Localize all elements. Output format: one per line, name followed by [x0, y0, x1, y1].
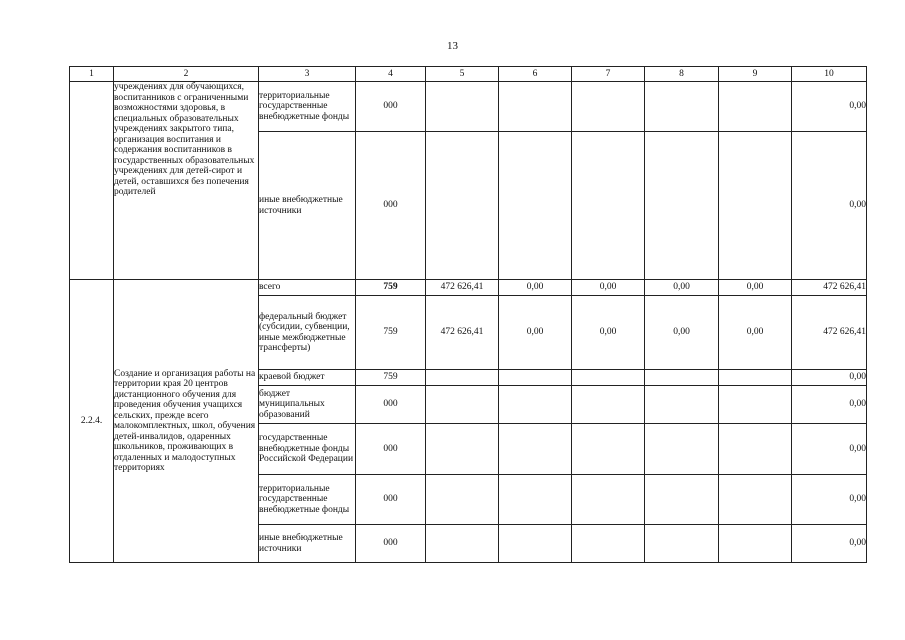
table-row [70, 82, 867, 132]
value-cell [645, 132, 719, 280]
value-cell [426, 386, 499, 424]
value-cell [499, 82, 572, 132]
value-cell [426, 424, 499, 475]
code-cell: 000 [356, 525, 426, 563]
item-number-cell [70, 82, 114, 280]
total-cell: 0,00 [792, 386, 867, 424]
value-cell: 0,00 [645, 296, 719, 370]
total-cell: 472 626,41 [792, 296, 867, 370]
total-cell: 0,00 [792, 424, 867, 475]
value-cell [572, 82, 645, 132]
value-cell [645, 82, 719, 132]
total-cell: 0,00 [792, 525, 867, 563]
total-cell: 0,00 [792, 370, 867, 386]
funding-source: всего [259, 280, 356, 296]
value-cell [572, 370, 645, 386]
funding-source: государственные внебюджетные фонды Российской Федерации [259, 424, 356, 475]
code-cell: 000 [356, 132, 426, 280]
value-cell [572, 475, 645, 525]
budget-table [69, 66, 867, 563]
value-cell [499, 475, 572, 525]
table-row [70, 280, 867, 296]
total-cell: 0,00 [792, 132, 867, 280]
column-header: 4 [356, 67, 426, 82]
column-header: 5 [426, 67, 499, 82]
code-cell: 000 [356, 82, 426, 132]
value-cell: 0,00 [572, 280, 645, 296]
value-cell [426, 370, 499, 386]
value-cell [426, 82, 499, 132]
value-cell [719, 424, 792, 475]
value-cell [719, 475, 792, 525]
value-cell: 0,00 [499, 280, 572, 296]
total-cell: 472 626,41 [792, 280, 867, 296]
value-cell: 0,00 [499, 296, 572, 370]
funding-source: территориальные государственные внебюджетные фонды [259, 82, 356, 132]
funding-source: территориальные государственные внебюджетные фонды [259, 475, 356, 525]
value-cell [645, 386, 719, 424]
code-cell: 000 [356, 424, 426, 475]
value-cell [572, 386, 645, 424]
value-cell [572, 424, 645, 475]
value-cell: 472 626,41 [426, 296, 499, 370]
value-cell [645, 424, 719, 475]
value-cell [645, 370, 719, 386]
value-cell: 472 626,41 [426, 280, 499, 296]
column-header: 8 [645, 67, 719, 82]
value-cell [719, 132, 792, 280]
code-cell: 759 [356, 370, 426, 386]
funding-source: иные внебюджетные источники [259, 525, 356, 563]
value-cell [499, 370, 572, 386]
code-cell: 000 [356, 475, 426, 525]
item-description: учреждениях для обучающихся, воспитанников с ограниченными возможностями здоровья, в специальных образовательных учреждениях закрытого типа, организация воспитания и содержания воспитанников в государственных образовательных учреждениях для детей-сирот и детей, оставшихся без попечения родителей [114, 82, 259, 280]
value-cell [719, 82, 792, 132]
page-number: 13 [447, 40, 458, 52]
column-header: 7 [572, 67, 645, 82]
value-cell [645, 525, 719, 563]
item-number: 2.2.4. [70, 280, 114, 563]
total-cell: 0,00 [792, 82, 867, 132]
value-cell [499, 424, 572, 475]
value-cell [499, 132, 572, 280]
value-cell: 0,00 [719, 296, 792, 370]
item-description: Создание и организация работы на территории края 20 центров дистанционного обучения для проведения обучения учащихся сельских, прежде всего малокомплектных, школ, обучения детей-инвалидов, одаренных школьников, проживающих в отдаленных и малодоступных территориях [114, 280, 259, 563]
funding-source: иные внебюджетные источники [259, 132, 356, 280]
funding-source: краевой бюджет [259, 370, 356, 386]
header-row [70, 67, 867, 82]
value-cell [572, 525, 645, 563]
total-cell: 0,00 [792, 475, 867, 525]
value-cell: 0,00 [645, 280, 719, 296]
column-header: 3 [259, 67, 356, 82]
value-cell [572, 132, 645, 280]
value-cell [426, 132, 499, 280]
value-cell [645, 475, 719, 525]
code-cell: 000 [356, 386, 426, 424]
column-header: 10 [792, 67, 867, 82]
value-cell: 0,00 [572, 296, 645, 370]
value-cell [719, 370, 792, 386]
value-cell [426, 525, 499, 563]
value-cell [499, 525, 572, 563]
column-header: 2 [114, 67, 259, 82]
column-header: 1 [70, 67, 114, 82]
column-header: 9 [719, 67, 792, 82]
code-cell: 759 [356, 280, 426, 296]
funding-source: федеральный бюджет (субсидии, субвенции, иные межбюджетные трансферты) [259, 296, 356, 370]
value-cell [426, 475, 499, 525]
value-cell [499, 386, 572, 424]
value-cell [719, 386, 792, 424]
column-header: 6 [499, 67, 572, 82]
value-cell [719, 525, 792, 563]
code-cell: 759 [356, 296, 426, 370]
value-cell: 0,00 [719, 280, 792, 296]
funding-source: бюджет муниципальных образований [259, 386, 356, 424]
